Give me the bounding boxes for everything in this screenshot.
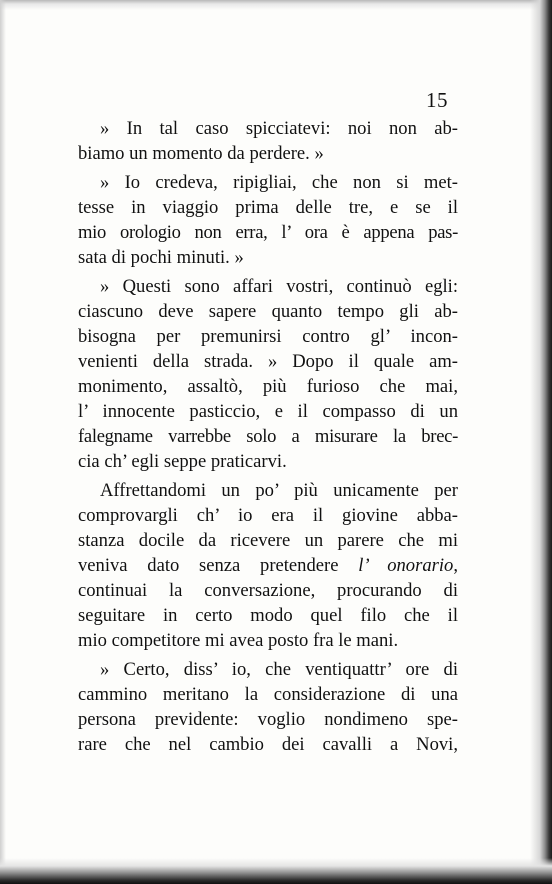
page-right-edge-shadow [530, 0, 552, 884]
text-line: ciascuno deve sapere quanto tempo gli ab- [78, 301, 458, 322]
text-line: persona previdente: voglio nondimeno spe- [78, 709, 458, 730]
page-number: 15 [426, 88, 448, 112]
text-line: mio competitore mi avea posto fra le mani. [78, 630, 399, 651]
body-text [78, 116, 458, 757]
text-line: cammino meritano la considerazione di una [78, 684, 458, 705]
text-line: bisogna per premunirsi contro gl’ incon- [78, 326, 458, 347]
text-line: continuai la conversazione, procurando di [78, 580, 458, 601]
text-line: monimento, assaltò, più furioso che mai, [78, 376, 458, 397]
text-line: seguitare in certo modo quel filo che il [78, 605, 458, 626]
paragraph [78, 116, 458, 166]
text-line: » In tal caso spicciatevi: noi non ab- [100, 118, 458, 139]
italic-term: l’ onorario [358, 555, 454, 576]
text-line: comprovargli ch’ io era il giovine abba- [78, 505, 458, 526]
paragraph [78, 170, 458, 270]
page-left-edge-shadow [0, 0, 6, 884]
text-line: » Questi sono affari vostri, continuò egli: [100, 276, 458, 297]
text-line: mio orologio non erra, l’ ora è appena pas- [78, 222, 458, 243]
page-top-edge-shadow [0, 0, 552, 10]
text-line: stanza docile da ricevere un parere che mi [78, 530, 458, 551]
text-line: biamo un momento da perdere. » [78, 143, 324, 164]
paragraph [78, 274, 458, 474]
text-line: sata di pochi minuti. » [78, 247, 244, 268]
paragraph [78, 657, 458, 757]
text-line: venienti della strada. » Dopo il quale am- [78, 351, 458, 372]
text-line: » Certo, diss’ io, che ventiquattr’ ore di [100, 659, 458, 680]
text-line: falegname varrebbe solo a misurare la brec- [78, 426, 458, 447]
text-line: » Io credeva, ripigliai, che non si met- [100, 172, 458, 193]
text-line: rare che nel cambio dei cavalli a Novi, [78, 734, 458, 755]
text-line: veniva dato senza pretendere l’ onorario, [78, 555, 458, 576]
text-line: cia ch’ egli seppe praticarvi. [78, 451, 287, 472]
text-line: tesse in viaggio prima delle tre, e se il [78, 197, 458, 218]
text-line: Affrettandomi un po’ più unicamente per [100, 480, 458, 501]
text-line: l’ innocente pasticcio, e il compasso di un [78, 401, 458, 422]
paragraph [78, 478, 458, 653]
page-bottom-edge-shadow [0, 858, 552, 884]
